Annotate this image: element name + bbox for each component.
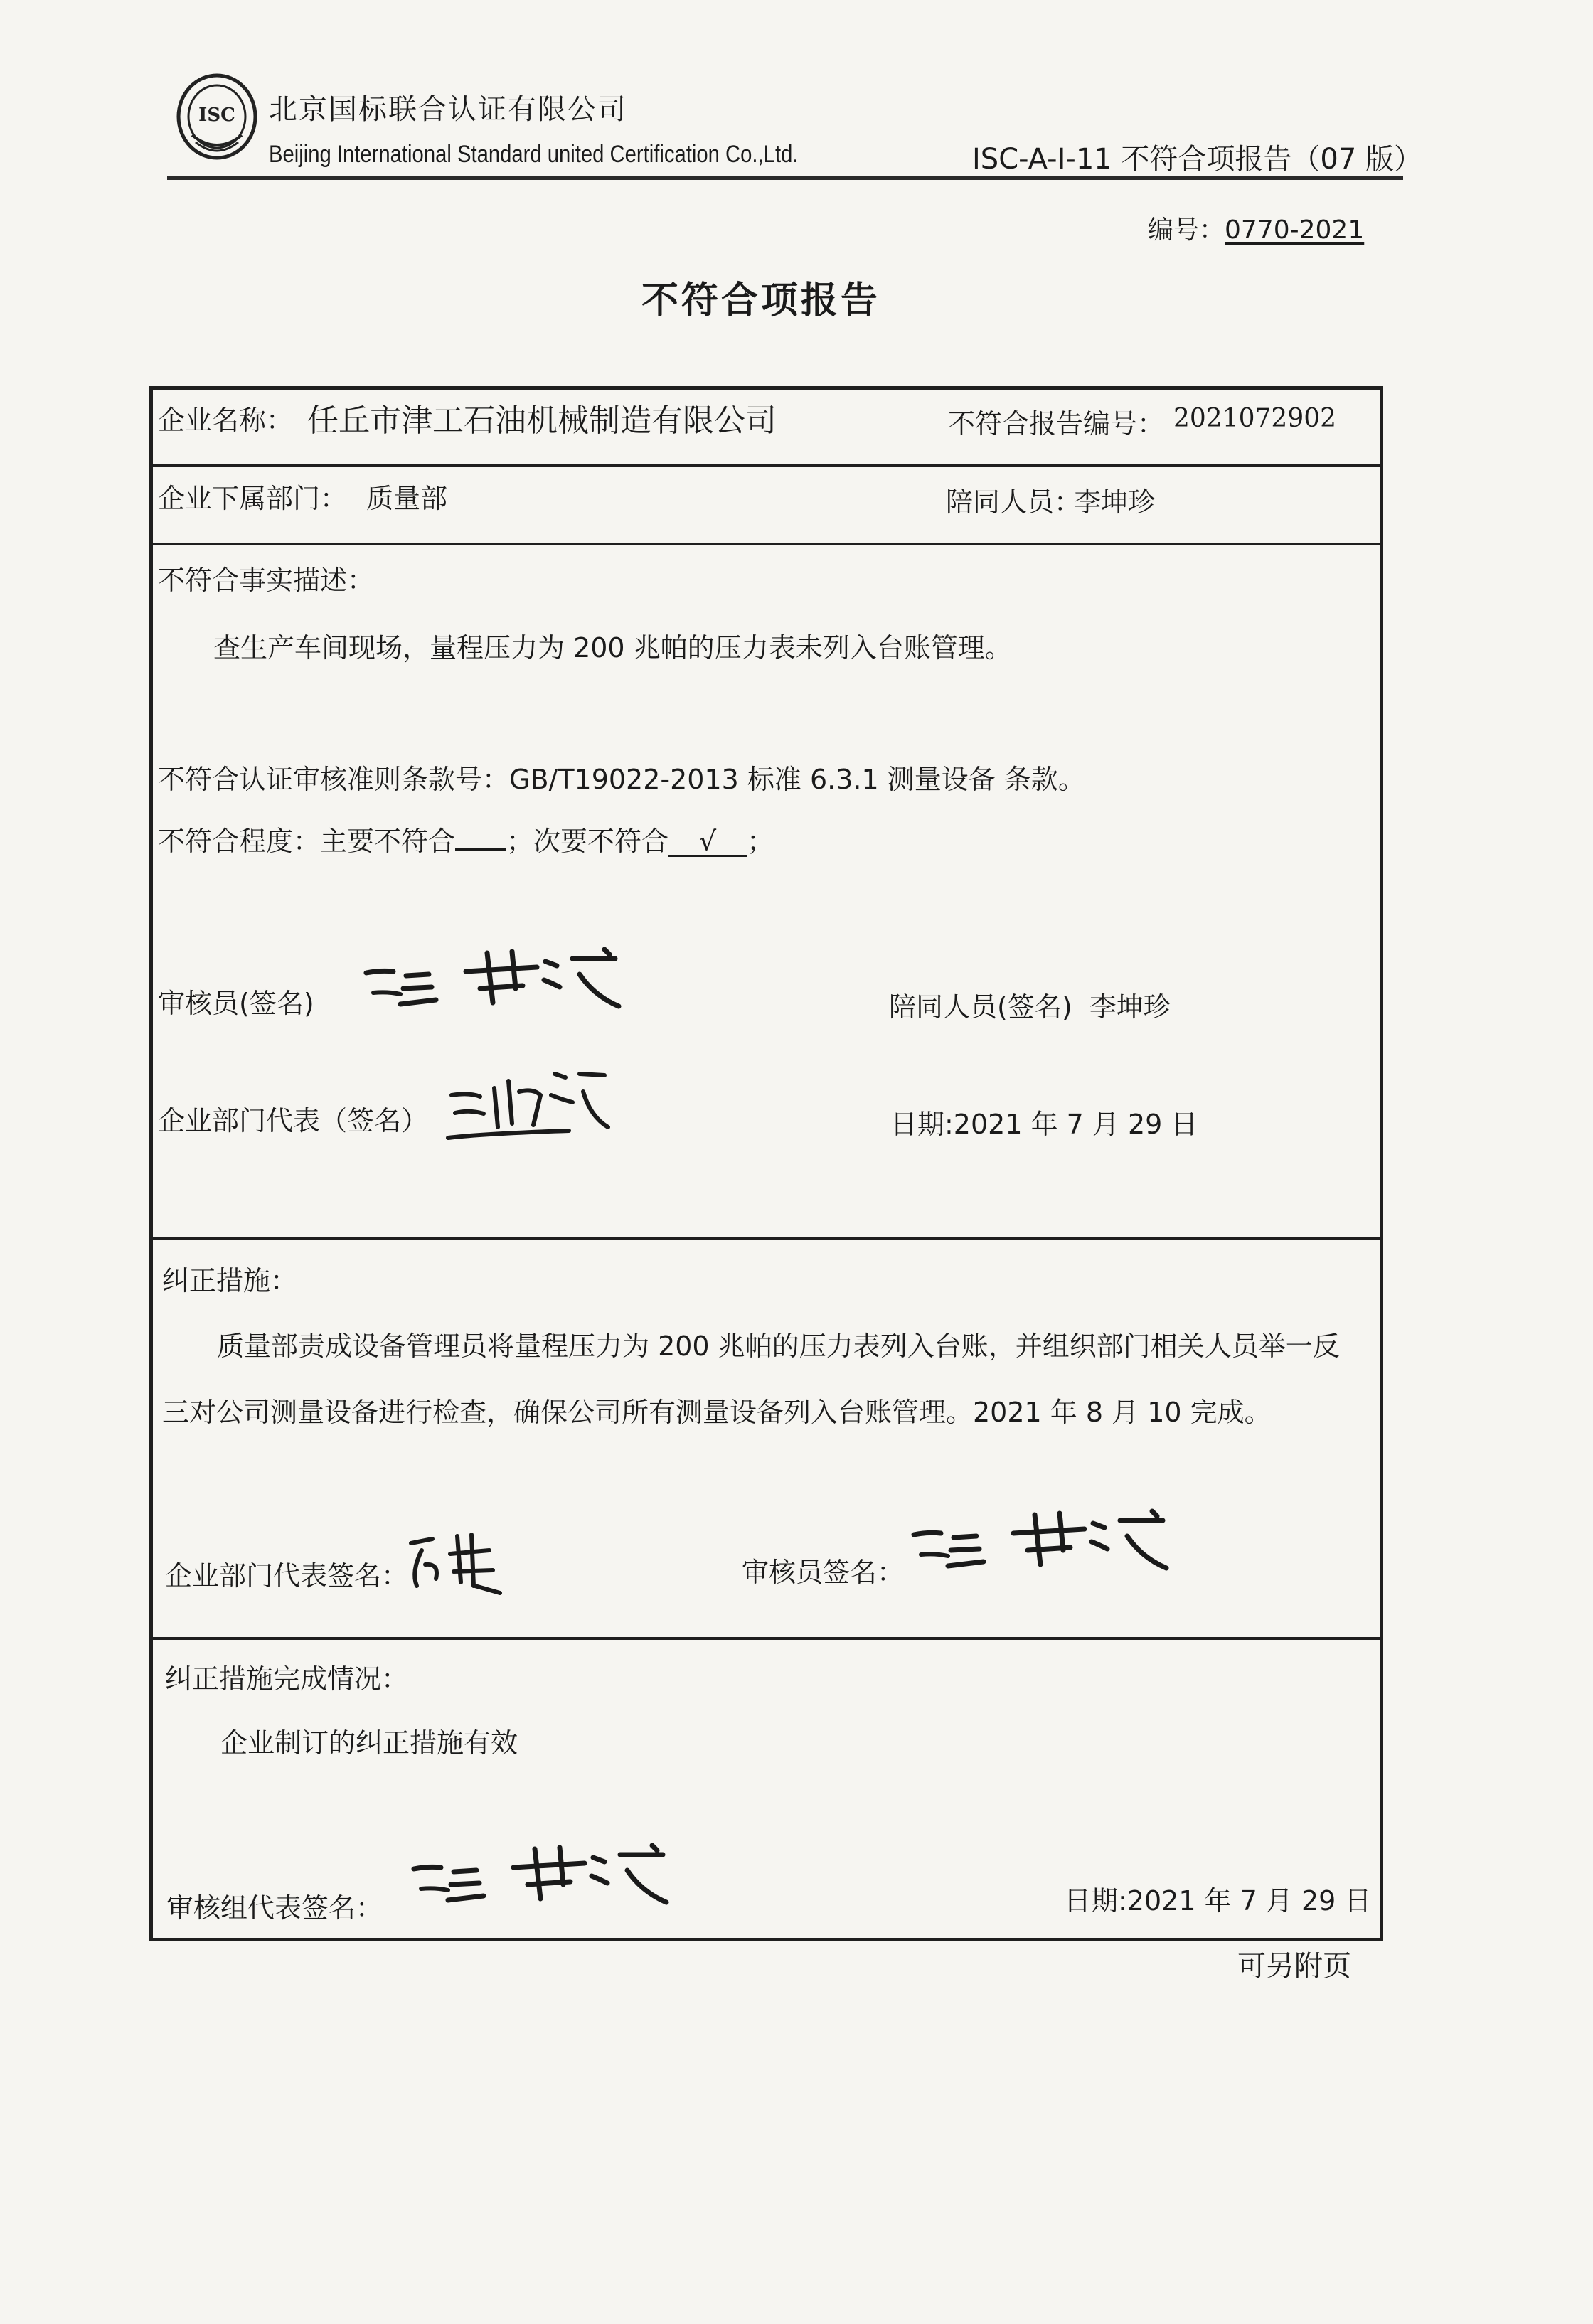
page-title: 不符合项报告	[641, 279, 880, 322]
auditor-sign-label: 审核员(签名)	[158, 988, 314, 1019]
report-number-label: 不符合报告编号：	[948, 408, 1165, 439]
serial-value: 0770-2021	[1225, 215, 1365, 245]
section-divider	[149, 1637, 1383, 1640]
escort-label: 陪同人员：	[946, 486, 1082, 518]
corrective-dept-rep-label: 企业部门代表签名：	[165, 1560, 409, 1592]
report-number-value: 2021072902	[1173, 404, 1337, 433]
nonconformity-degree	[158, 819, 774, 858]
corrective-dept-rep-signature	[404, 1522, 518, 1600]
header-rule	[167, 176, 1403, 180]
escort-sign-label-text: 陪同人员(签名)	[889, 991, 1072, 1023]
row-divider	[149, 543, 1383, 545]
degree-end: ；	[747, 826, 774, 857]
team-rep-signature	[407, 1842, 670, 1920]
nonconformity-heading: 不符合事实描述：	[158, 565, 375, 596]
corrective-action-line2: 三对公司测量设备进行检查，确保公司所有测量设备列入台账管理。2021 年 8 月 10 完成。	[162, 1397, 1272, 1428]
auditor-signature	[359, 946, 622, 1024]
minor-mark: √	[668, 828, 747, 857]
escort-sign-value: 李坤珍	[1089, 991, 1171, 1023]
serial-number	[1148, 210, 1364, 246]
dept-rep-sign-label: 企业部门代表（签名）	[158, 1105, 429, 1136]
corrective-auditor-signature	[907, 1508, 1170, 1586]
corrective-auditor-label: 审核员签名：	[742, 1557, 905, 1588]
company-logo	[174, 71, 260, 162]
nonconformity-clause: 不符合认证审核准则条款号：GB/T19022-2013 标准 6.3.1 测量设备 条款。	[158, 764, 1085, 795]
row-divider	[149, 464, 1383, 467]
minor-label: 次要不符合	[533, 826, 669, 857]
degree-label: 不符合程度：	[158, 826, 321, 857]
escort-value: 李坤珍	[1074, 486, 1156, 518]
report-form	[149, 386, 1383, 1941]
major-mark	[455, 848, 506, 851]
company-label: 企业名称：	[158, 405, 294, 436]
company-name-cn: 北京国标联合认证有限公司	[269, 93, 627, 126]
completion-result: 企业制订的纠正措施有效	[220, 1727, 518, 1759]
nonconformity-description: 查生产车间现场，量程压力为 200 兆帕的压力表未列入台账管理。	[213, 632, 1012, 663]
corrective-action-heading: 纠正措施：	[162, 1265, 298, 1296]
corrective-action-line1: 质量部责成设备管理员将量程压力为 200 兆帕的压力表列入台账，并组织部门相关人员举一反	[217, 1331, 1340, 1362]
team-rep-sign-label: 审核组代表签名：	[166, 1892, 383, 1924]
completion-heading: 纠正措施完成情况：	[165, 1663, 409, 1695]
serial-label: 编号：	[1148, 215, 1225, 245]
major-label: 主要不符合	[320, 826, 456, 857]
section3-date: 日期:2021 年 7 月 29 日	[1064, 1885, 1372, 1917]
form-code: ISC-A-I-11 不符合项报告（07 版）	[972, 143, 1423, 176]
footer-note: 可另附页	[1237, 1950, 1351, 1983]
company-name-en: Beijing International Standard united Certification Co.,Ltd.	[269, 141, 799, 168]
department-label: 企业下属部门：	[158, 483, 348, 514]
section1-date: 日期:2021 年 7 月 29 日	[890, 1109, 1198, 1140]
dept-rep-signature	[441, 1060, 612, 1152]
degree-separator: ；	[506, 826, 534, 857]
section-divider	[149, 1237, 1383, 1240]
company-value: 任丘市津工石油机械制造有限公司	[307, 403, 777, 439]
logo-text: ISC	[198, 105, 235, 126]
department-value: 质量部	[366, 483, 448, 514]
escort-sign-label	[889, 985, 1171, 1024]
